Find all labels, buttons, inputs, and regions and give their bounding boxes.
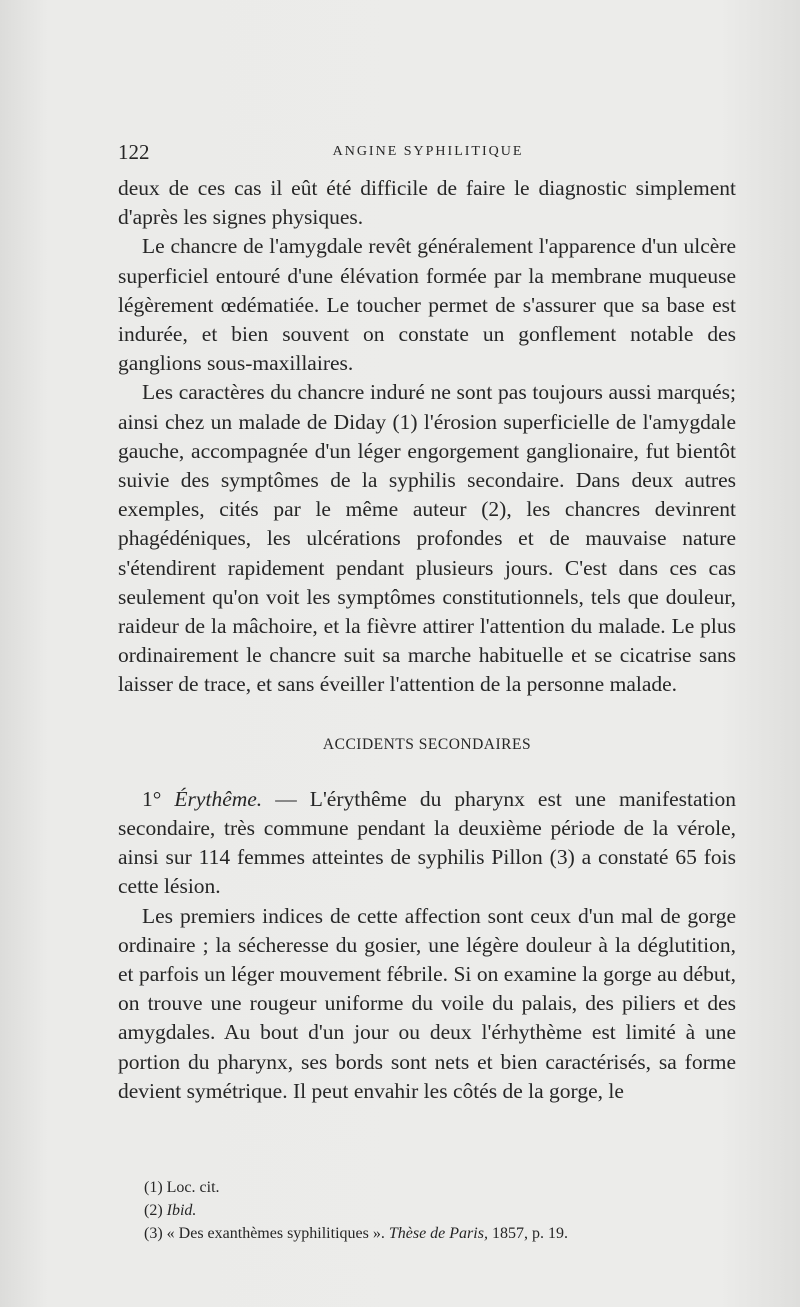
footnotes [144,1176,744,1245]
footnote-1 [144,1176,744,1199]
footnote-text: Loc. cit. [166,1179,220,1196]
footnote-3 [144,1222,744,1245]
paragraph-premiers-indices: Les premiers indices de cette affection sont ceux d'un mal de gorge ordinaire ; la sécheresse du gosier, une légère douleur à la déglutition, et parfois un léger mouvement fébrile. Si on examine la gorge au début, on trouve une rougeur uniforme du voile du palais, des piliers et des amygdales. Au bout d'un jour ou deux l'érhythème est limité à une portion du pharynx, ses bords sont nets et bien caractérisés, sa forme devient symétrique. Il peut envahir les côtés de la gorge, le [118,903,736,1103]
footnote-2 [144,1199,744,1222]
paragraph-continuation: deux de ces cas il eût été difficile de faire le diagnostic simplement d'après les signes physiques. [118,176,736,230]
erytheme-number: 1° [142,786,162,811]
page-header [118,140,738,170]
footnote-marker: (2) [144,1202,163,1219]
paragraph-chancre-indure: Les caractères du chancre induré ne sont pas toujours aussi marqués; ainsi chez un malade de Diday (1) l'érosion superficielle de l'amygdale gauche, accompagnée d'un léger engorgement ganglionaire, fut bientôt suivie des symptômes de la syphilis secondaire. Dans deux autres exemples, cités par le même auteur (2), les chancres devinrent phagédéniques, les ulcérations profondes et de mauvaise nature s'étendirent rapidement pendant plusieurs jours. C'est dans ces cas seulement qu'on voit les symptômes constitutionnels, tels que douleur, raideur de la mâchoire, et la fièvre attirer l'attention du malade. Le plus ordinairement le chancre suit sa marche habituelle et se cicatrise sans laisser de trace, et sans éveiller l'attention de la personne malade. [118,380,736,697]
footnote-text: « Des exanthèmes syphilitiques ». [166,1225,385,1242]
footnote-tail: 1857, p. 19. [491,1225,568,1242]
erytheme-text: — L'érythême du pharynx est une manifestation secondaire, très commune pendant la deuxième période de la vérole, ainsi sur 114 femmes atteintes de syphilis Pillon (3) a constaté 65 fois cette lésion. [118,786,736,899]
page-number: 122 [118,140,150,164]
running-title: ANGINE SYPHILITIQUE [332,144,524,159]
footnote-marker: (1) [144,1179,163,1196]
footnote-italic: Ibid. [166,1202,197,1219]
section-heading: ACCIDENTS SECONDAIRES [322,735,532,753]
erytheme-title: Érythême. [174,786,263,811]
footnote-italic: Thèse de Paris, [388,1225,488,1242]
body-text [118,174,736,1106]
paragraph-chancre-amygdale: Le chancre de l'amygdale revêt généralement l'apparence d'un ulcère superficiel entouré d'une élévation formée par la membrane muqueuse légèrement œdématiée. Le toucher permet de s'assurer que sa base est indurée, et bien souvent on constate un gonflement notable des ganglions sous-maxillaires. [118,234,736,376]
paragraph-erytheme [118,785,736,902]
footnote-marker: (3) [144,1225,163,1242]
